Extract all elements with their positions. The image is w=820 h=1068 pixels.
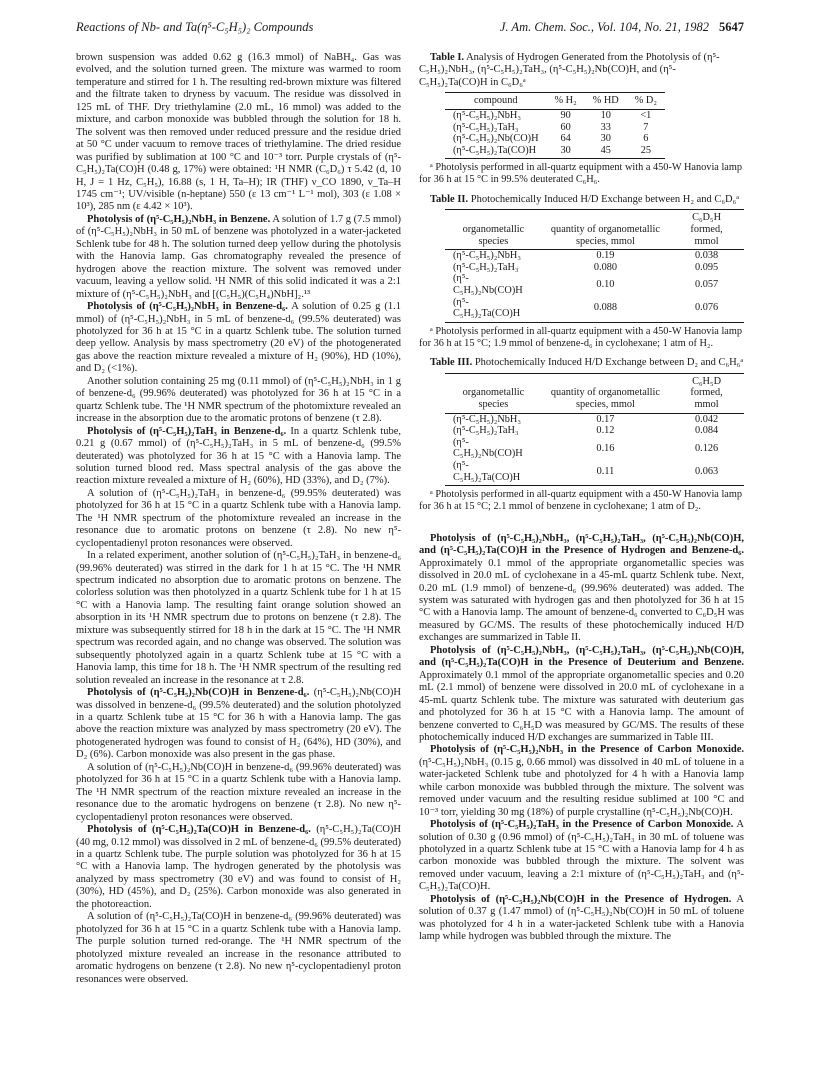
paragraph [419, 819, 744, 894]
paragraph [76, 52, 401, 214]
table-2-footnote: ᵃ Photolysis performed in all-quartz equipment with a 450-W Hanovia lamp for 36 h at 15 °C; 1.9 mmol of benzene-d₆ in cyclohexane; 1 atm of H₂. [419, 325, 743, 349]
value-cell: 0.126 [694, 442, 719, 454]
value-cell: 0.057 [694, 279, 719, 291]
paragraph-text: (η⁵-C₅H₅)₂Nb(CO)H was dissolved in benzene-d₆ (99.5% deuterated) and the solution photolyzed in a quartz Schlenk tube at 15 °C for 36 h with a Hanovia lamp. The gas above the reaction mixture was analyzed by mass spectrometry (20 eV). The photogenerated hydrogen was found to consist of H₂ (64%), HD (30%), and D₂ (6%). Carbon monoxide was also present in the gas phase. [76, 687, 401, 761]
left-column [76, 52, 401, 986]
section-heading: Photolysis of (η⁵-C₅H₅)₂NbH₃ in Benzene. [87, 213, 271, 225]
column-header: % HD [592, 95, 619, 107]
column-header: organometallic species [462, 387, 525, 410]
paragraph [76, 214, 401, 301]
paragraph-text: A solution of (η⁵-C₅H₅)₂Nb(CO)H in benzene-d₆ (99.96% deuterated) was photolyzed for 36 h at 15 °C in a quartz Schlenk tube with a Hanovia lamp. The ¹H NMR spectrum of the reaction mixture revealed an increase in the resonance due to the aromatic hydrogens on benzene (τ 2.8). No new η⁵-cyclopentadienyl proton resonances were observed. [76, 761, 401, 823]
paragraph-text: brown suspension was added 0.62 g (16.3 mmol) of NaBH₄. Gas was evolved, and the solution turned green. The mixture was warmed to room temperature and stirred for 1 h. The resulting red-brown mixture was filtered and the filtrate taken to dryness by vacuum. The residue was dissolved in 125 mL of THF. Dry triethylamine (2.0 mL, 16 mmol) was added to the mixture, and carbon monoxide was bubbled through the solution for 18 h. The solvent was then removed under reduced pressure and the residue dried at 50 °C under vacuum to remove traces of triethylamine. The dried residue was purified by sublimation at 100 °C and 10⁻³ torr. Purple crystals of (η⁵-C₅H₅)₂Ta(CO)H (0.48 g, 17%) were obtained: ¹H NMR (C₆D₆) τ 5.42 (d, 10 H, J = 1 Hz, C₅H₅), 16.88 (s, 1 H, Ta–H); IR (THF) ν_CO 1890, ν_Ta–H 1745 cm⁻¹; UV/visible (n-heptane) 550 (ε 13 cm⁻¹ L⁻¹ mol), 303 (ε 1.08 × 10³), 285 nm (ε 4.42 × 10³). [76, 52, 401, 213]
column-header: organometallic species [462, 223, 525, 247]
table-3 [419, 357, 744, 512]
value-cell: 0.063 [694, 465, 719, 477]
section-heading: Photolysis of (η⁵-C₅H₅)₂TaH₃ in Benzene-d₆. [87, 425, 287, 437]
table-1-caption [419, 52, 744, 89]
paragraph-text: (η⁵-C₅H₅)₂NbH₃ (0.15 g, 0.66 mmol) was dissolved in 40 mL of toluene in a water-jacketed Schlenk tube and photolyzed for 4 h with a Hanovia lamp while carbon monoxide was bubbled through the mixture. The solvent was removed under vacuum and the resulting residue sublimed at 100 °C and 10⁻³ torr, yielding 30 mg (18%) of purple crystalline (η⁵-C₅H₅)₂Nb(CO)H. [419, 756, 744, 818]
running-header [76, 20, 744, 36]
table-1-label: Table I. [430, 52, 465, 63]
section-heading: Photolysis of (η⁵-C₅H₅)₂NbH₃, (η⁵-C₅H₅)₂TaH₃, (η⁵-C₅H₅)₂Nb(CO)H, and (η⁵-C₅H₅)₂Ta(CO)H in the Presence of Deuterium and Benzene. [419, 644, 744, 669]
paragraph [419, 744, 744, 819]
column-header: quantity of organometallic species, mmol [550, 387, 660, 410]
value-cell: 30 [560, 144, 571, 156]
value-cell: 0.095 [694, 261, 719, 273]
value-cell: 6 [643, 133, 649, 145]
page-number: 5647 [719, 20, 744, 34]
paragraph-text: A solution of 0.25 g (1.1 mmol) of (η⁵-C₅H₅)₂NbH₃ in 5 mL of benzene-d₆ (99.5% deuterated) was photolyzed for 36 h at 15 °C in a quartz Schlenk tube. The solution turned deep yellow. Analysis by mass spectrometry (20 eV) of the photogenerated gas above the reaction mixture revealed a mixture of H₂ (90%), HD (10%), and D₂ (<1%). [76, 301, 401, 375]
value-cell: 0.10 [596, 279, 615, 291]
table-2-label: Table II. [430, 193, 469, 205]
compound-cell: (η⁵-C₅H₅)₂NbH₃ [453, 109, 521, 121]
paragraph-text: A solution of 1.7 g (7.5 mmol) of (η⁵-C₅H₅)₂NbH₃ in 50 mL of benzene was photolyzed in a water-jacketed Schlenk tube for 48 h. The solution turned deep yellow during the photolysis with the Hanovia lamp. Gas chromatography revealed the presence of hydrogen above the reaction mixture. The solvent was removed under vacuum, leaving a yellow solid. ¹H NMR of this solid indicated it was a 2:1 mixture of (η⁵-C₅H₅)₂NbH₃ and [(C₅H₅)(C₅H₄)NbH]₂.¹³ [76, 213, 401, 300]
column-header: quantity of organometallic species, mmol [550, 223, 660, 247]
right-column [419, 52, 744, 944]
table-3-label: Table III. [430, 357, 473, 369]
table-1-footnote: ᵃ Photolysis performed in all-quartz equipment with a 450-W Hanovia lamp for 36 h at 15 °C in 99.5% deuterated C₆H₆. [419, 162, 743, 186]
paragraph [76, 911, 401, 986]
paragraph [76, 762, 401, 824]
column-spacer [419, 521, 744, 533]
paragraph-text: Another solution containing 25 mg (0.11 mmol) of (η⁵-C₅H₅)₂NbH₃ in 1 g of benzene-d₆ (99.96% deuterated) was photolyzed for 36 h at 15 °C in a quartz Schlenk tube. The ¹H NMR spectrum of the photomixture revealed an increase in the absorption due to the aromatic protons of benzene (τ 2.8). [76, 375, 401, 425]
section-heading: Photolysis of (η⁵-C₅H₅)₂TaH₃ in the Presence of Carbon Monoxide. [430, 819, 734, 831]
compound-cell: (η⁵-C₅H₅)₂TaH₃ [453, 261, 519, 273]
compound-cell: (η⁵-C₅H₅)₂TaH₃ [453, 425, 519, 437]
paragraph [76, 488, 401, 550]
value-cell: 0.16 [596, 442, 615, 454]
compound-cell: (η⁵-C₅H₅)₂Nb(CO)H [453, 133, 539, 145]
value-cell: 0.19 [596, 250, 615, 262]
paragraph-text: Approximately 0.1 mmol of the appropriate organometallic species was dissolved in 20.0 mL of cyclohexane in a 45-mL quartz Schlenk tube. Next, 0.20 mL (1.9 mmol) of benzene-d₆ (99.96% deuterated) was added. The system was saturated with hydrogen gas and then photolyzed for 36 h at 15 °C with a Hanovia lamp. The amount of benzene-d₆ converted to C₆D₅H was measured by GC/MS. The results of these photochemically induced H/D exchanges are summarized in Table II. [419, 557, 744, 644]
paragraph [76, 687, 401, 762]
right-paragraphs [419, 533, 744, 944]
paragraph [76, 550, 401, 687]
value-cell: 25 [640, 144, 651, 156]
compound-cell: (η⁵-C₅H₅)₂NbH₃ [453, 413, 521, 425]
compound-cell: (η⁵-C₅H₅)₂Ta(CO)H [453, 459, 521, 483]
section-heading: Photolysis of (η⁵-C₅H₅)₂NbH₃, (η⁵-C₅H₅)₂TaH₃, (η⁵-C₅H₅)₂Nb(CO)H, and (η⁵-C₅H₅)₂Ta(CO)H in the Presence of Hydrogen and Benzene-d₆. [419, 532, 744, 557]
value-cell: 0.080 [593, 261, 618, 273]
column-header: % H₂ [554, 95, 577, 107]
compound-cell: (η⁵-C₅H₅)₂Ta(CO)H [453, 144, 537, 156]
value-cell: 10 [600, 109, 611, 121]
table-1-title: Analysis of Hydrogen Generated from the Photolysis of (η⁵-C₅H₅)₂NbH₃, (η⁵-C₅H₅)₂TaH₃, (η⁵-C₅H₅)₂Nb(CO)H, and (η⁵-C₅H₅)₂Ta(CO)H in C₆D₆ᵃ [419, 52, 720, 88]
table-row [445, 133, 665, 145]
table-header-row [445, 373, 744, 413]
table-row [445, 425, 744, 437]
section-heading: Photolysis of (η⁵-C₅H₅)₂NbH₃ in Benzene-d₆. [87, 301, 288, 313]
running-title: Reactions of Nb- and Ta(η⁵-C₅H₅)₂ Compounds [76, 20, 314, 34]
column-header: C₆D₅H formed, mmol [690, 212, 723, 247]
table-3-grid [445, 373, 744, 486]
table-row [445, 109, 665, 121]
paragraph [76, 376, 401, 426]
value-cell: <1 [640, 109, 652, 121]
value-cell: 0.17 [596, 413, 615, 425]
compound-cell: (η⁵-C₅H₅)₂Nb(CO)H [453, 273, 523, 296]
table-header-row [445, 210, 744, 250]
value-cell: 30 [600, 133, 611, 145]
section-heading: Photolysis of (η⁵-C₅H₅)₂NbH₃ in the Presence of Carbon Monoxide. [430, 744, 744, 756]
table-3-caption [419, 357, 744, 369]
value-cell: 0.076 [694, 302, 719, 314]
table-row [445, 297, 744, 323]
table-3-title: Photochemically Induced H/D Exchange between D₂ and C₆H₆ᵃ [472, 357, 744, 369]
table-row [445, 122, 665, 134]
section-heading: Photolysis of (η⁵-C₅H₅)₂Nb(CO)H in the Presence of Hydrogen. [430, 893, 732, 905]
paragraph [76, 824, 401, 911]
value-cell: 0.042 [694, 413, 719, 425]
paragraph-text: (η⁵-C₅H₅)₂Ta(CO)H (40 mg, 0.12 mmol) was dissolved in 2 mL of benzene-d₆ (99.5% deuterated) in a quartz Schlenk tube. The purple solution was photolyzed for 36 h at 15 °C with a Hanovia lamp. The hydrogen generated by the photolysis was analyzed by mass spectrometry (30 eV) and was found to consist of H₂ (30%), HD (45%), and D₂ (25%). Carbon monoxide was also generated in the photoreaction. [76, 824, 401, 910]
paragraph-text: A solution of (η⁵-C₅H₅)₂TaH₃ in benzene-d₆ (99.95% deuterated) was photolyzed for 36 h at 15 °C in a quartz Schlenk tube with a Hanovia lamp. The ¹H NMR spectrum of the photomixture revealed an increase in the resonance due to aromatic protons on benzene (τ 2.8). No new η⁵-cyclopentadienyl proton resonances were observed. [76, 487, 401, 549]
compound-cell: (η⁵-C₅H₅)₂TaH₃ [453, 121, 519, 133]
table-1-grid [445, 92, 665, 159]
value-cell: 33 [600, 121, 611, 133]
value-cell: 0.11 [596, 465, 615, 477]
value-cell: 45 [600, 144, 611, 156]
compound-cell: (η⁵-C₅H₅)₂Nb(CO)H [453, 436, 523, 460]
value-cell: 0.084 [694, 425, 719, 437]
table-3-footnote: ᵃ Photolysis performed in all-quartz equipment with a 450-W Hanovia lamp for 36 h at 15 °C; 2.1 mmol of benzene in cyclohexane; 1 atm of D₂. [419, 489, 743, 512]
paragraph-text: In a related experiment, another solution of (η⁵-C₅H₅)₂TaH₃ in benzene-d₆ (99.96% deuterated) was stirred in the dark for 1 h at 15 °C. The ¹H NMR spectrum indicated no absorption due to aromatic protons on benzene. The colorless solution was then photolyzed in a quartz Schlenk tube for 1 h at 15 °C with a Hanovia lamp. The resulting faint orange solution showed an absorption in its ¹H NMR spectrum due to protons on benzene (τ 2.8). The mixture was subsequently stirred for 18 h in the dark at 15 °C. The ¹H NMR spectrum was recorded again, and no change was observed. The solution was subsequently photolyzed again in a quartz Schlenk tube at 15 °C with a Hanovia lamp, this time for 18 h. The ¹H NMR spectrum of the resulting red solution revealed an increase in the resonance at τ 2.8. [76, 550, 401, 686]
paragraph [419, 645, 744, 745]
paragraph [419, 894, 744, 944]
paragraph-text: A solution of 0.37 g (1.47 mmol) of (η⁵-C₅H₅)₂Nb(CO)H in 50 mL of toluene was photolyzed for 4 h in a water-jacketed Schlenk tube with a Hanovia lamp while hydrogen was bubbled through the mixture. The [419, 893, 744, 943]
compound-cell: (η⁵-C₅H₅)₂NbH₃ [453, 250, 521, 262]
section-heading: Photolysis of (η⁵-C₅H₅)₂Nb(CO)H in Benzene-d₆. [87, 687, 310, 699]
value-cell: 60 [560, 121, 571, 133]
table-2-grid [445, 209, 744, 322]
value-cell: 0.12 [596, 425, 615, 437]
table-header-row [445, 93, 665, 110]
table-row [445, 262, 744, 274]
column-header: compound [474, 95, 518, 107]
table-2-title: Photochemically Induced H/D Exchange between H₂ and C₆D₆ᵃ [468, 193, 740, 205]
table-row [445, 460, 744, 486]
compound-cell: (η⁵-C₅H₅)₂Ta(CO)H [453, 296, 521, 320]
value-cell: 64 [560, 133, 571, 145]
journal-name: J. Am. Chem. Soc., Vol. 104, No. 21, 1982 [499, 20, 709, 34]
table-row [445, 145, 665, 159]
table-row [445, 413, 744, 425]
paragraph-text: Approximately 0.1 mmol of the appropriate organometallic species and 0.20 mL (2.1 mmol) of benzene were dissolved in 20.0 mL of cyclohexane in a 45-mL quartz Schlenk tube. The mixture was saturated with deuterium gas and photolyzed for 36 h at 15 °C with a Hanovia lamp. The amount of benzene converted to C₆H₅D was measured by GC/MS. The results of these photochemically induced H/D exchanges are summarized in Table III. [419, 669, 744, 743]
column-header: C₆H₅D formed, mmol [690, 375, 723, 410]
table-1 [419, 52, 744, 186]
value-cell: 0.088 [593, 302, 618, 314]
value-cell: 90 [560, 109, 571, 121]
section-heading: Photolysis of (η⁵-C₅H₅)₂Ta(CO)H in Benzene-d₆. [87, 824, 311, 836]
value-cell: 0.038 [694, 250, 719, 262]
table-row [445, 250, 744, 262]
column-header: % D₂ [634, 95, 657, 107]
paragraph-text: A solution of 0.30 g (0.96 mmol) of (η⁵-C₅H₅)₂TaH₃ in 30 mL of toluene was photolyzed in a quartz Schlenk tube at 15 °C with a Hanovia lamp for 4 h as carbon monoxide was bubbled through the mixture. The solvent was removed under vacuum, leaving a 2:1 mixture of (η⁵-C₅H₅)₂TaH₃ and (η⁵-C₅H₅)₂Ta(CO)H. [419, 819, 744, 893]
journal-citation [500, 20, 744, 35]
table-row [445, 437, 744, 460]
paragraph [76, 301, 401, 376]
paragraph-text: A solution of (η⁵-C₅H₅)₂Ta(CO)H in benzene-d₆ (99.96% deuterated) was photolyzed for 36 h at 15 °C in a quartz Schlenk tube with a Hanovia lamp. The purple solution turned red-orange. The ¹H NMR spectrum of the photolyzed mixture revealed an increase in the resonance attributed to aromatic hydrogens on benzene (τ 2.8). No new η⁵-cyclopentadienyl proton resonances were observed. [76, 911, 401, 985]
value-cell: 7 [643, 121, 649, 133]
paragraph [76, 426, 401, 488]
paragraph-text: In a quartz Schlenk tube, 0.21 g (0.67 mmol) of (η⁵-C₅H₅)₂TaH₃ in 5 mL of benzene-d₆ (99.5% deuterated) was photolyzed for 36 h at 15 °C with a Hanovia lamp. The solution turned blood red. Mass spectral analysis of the gas above the reaction mixture revealed a mixture of H₂ (60%), HD (33%), and D₂ (7%). [76, 425, 401, 487]
table-2-caption [419, 194, 744, 206]
table-2 [419, 194, 744, 349]
paragraph [419, 533, 744, 645]
table-row [445, 273, 744, 296]
